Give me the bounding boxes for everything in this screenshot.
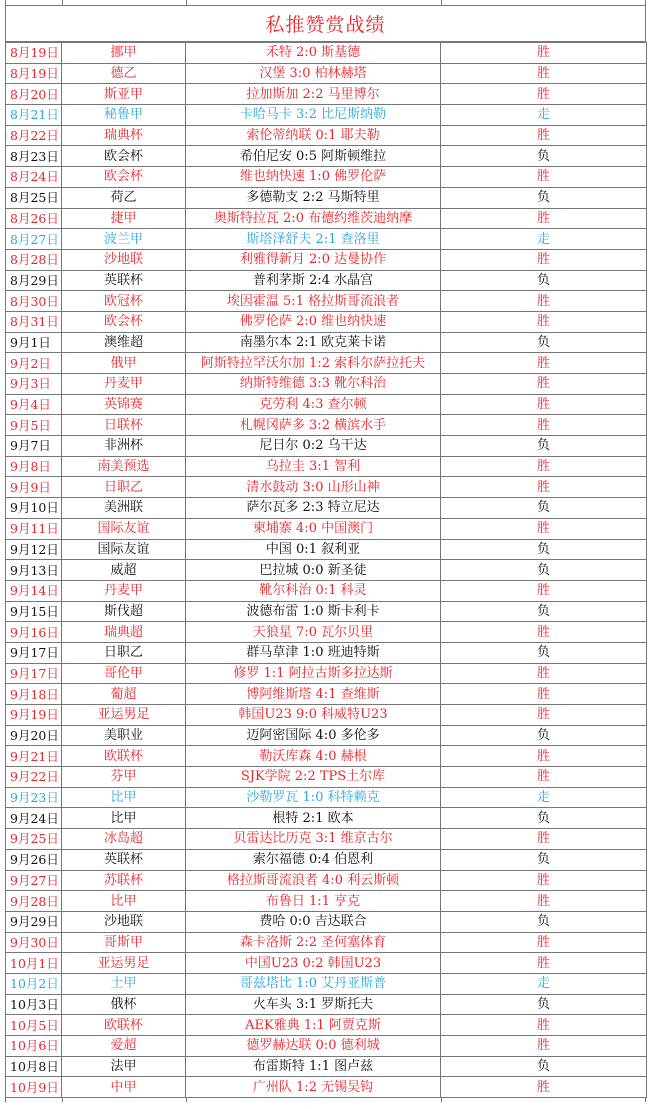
- result-cell: 胜: [441, 1015, 647, 1036]
- date-cell: 8月29日: [6, 270, 62, 291]
- result-row: [6, 311, 647, 332]
- league-cell: 斯伐超: [62, 601, 186, 622]
- match-cell: 中国 0:1 叙利亚: [186, 539, 441, 560]
- result-row: [6, 932, 647, 953]
- result-row: [6, 746, 647, 767]
- league-cell: 捷甲: [62, 208, 186, 229]
- result-cell: 负: [441, 187, 647, 208]
- result-row: [6, 642, 647, 663]
- match-cell: 普利茅斯 2:4 水晶宫: [186, 270, 441, 291]
- league-cell: 沙地联: [62, 911, 186, 932]
- league-cell: 欧会杯: [62, 167, 186, 188]
- match-cell: 韩国U23 9:0 科威特U23: [186, 705, 441, 726]
- result-cell: 负: [441, 270, 647, 291]
- league-cell: 哥伦甲: [62, 663, 186, 684]
- result-row: [6, 125, 647, 146]
- date-cell: 8月25日: [6, 187, 62, 208]
- league-cell: 欧会杯: [62, 146, 186, 167]
- result-row: [6, 601, 647, 622]
- date-cell: 9月17日: [6, 663, 62, 684]
- date-cell: 9月20日: [6, 725, 62, 746]
- match-cell: 阿斯特拉罕沃尔加 1:2 索科尔萨拉托夫: [186, 353, 441, 374]
- league-cell: 英联杯: [62, 849, 186, 870]
- league-cell: 英联杯: [62, 270, 186, 291]
- result-cell: 胜: [441, 311, 647, 332]
- match-cell: 柬埔寨 4:0 中国澳门: [186, 518, 441, 539]
- result-cell: 胜: [441, 746, 647, 767]
- league-cell: 瑞典杯: [62, 125, 186, 146]
- date-cell: 9月11日: [6, 518, 62, 539]
- match-cell: 靴尔科治 0:1 科灵: [186, 580, 441, 601]
- date-cell: 9月10日: [6, 498, 62, 519]
- match-cell: 希伯尼安 0:5 阿斯顿维拉: [186, 146, 441, 167]
- match-cell: 埃因霍温 5:1 格拉斯哥流浪者: [186, 291, 441, 312]
- match-cell: AEK雅典 1:1 阿贾克斯: [186, 1015, 441, 1036]
- result-cell: 胜: [441, 208, 647, 229]
- match-cell: 索伦蒂纳联 0:1 耶夫勒: [186, 125, 441, 146]
- date-cell: 10月1日: [6, 953, 62, 974]
- match-cell: 巴拉城 0:0 新圣徒: [186, 560, 441, 581]
- result-row: [6, 994, 647, 1015]
- match-cell: 广州队 1:2 无锡吴钩: [186, 1077, 441, 1098]
- result-cell: 胜: [441, 43, 647, 64]
- result-cell: 胜: [441, 477, 647, 498]
- result-cell: 胜: [441, 705, 647, 726]
- match-cell: 尼日尔 0:2 乌干达: [186, 436, 441, 457]
- date-cell: 9月15日: [6, 601, 62, 622]
- result-cell: 胜: [441, 84, 647, 105]
- match-cell: 索尔福德 0:4 伯恩利: [186, 849, 441, 870]
- result-row: [6, 808, 647, 829]
- result-row: [6, 539, 647, 560]
- result-cell: 负: [441, 994, 647, 1015]
- match-cell: 卡哈马卡 3:2 比尼斯纳勒: [186, 105, 441, 126]
- date-cell: 9月16日: [6, 622, 62, 643]
- result-row: [6, 84, 647, 105]
- match-cell: 布雷斯特 1:1 图卢兹: [186, 1056, 441, 1077]
- league-cell: 澳维超: [62, 332, 186, 353]
- result-row: [6, 870, 647, 891]
- date-cell: 9月4日: [6, 394, 62, 415]
- league-cell: 荷乙: [62, 187, 186, 208]
- date-cell: 9月23日: [6, 787, 62, 808]
- match-cell: SJK学院 2:2 TPS土尔库: [186, 767, 441, 788]
- date-cell: 8月28日: [6, 249, 62, 270]
- result-cell: 负: [441, 560, 647, 581]
- result-row: [6, 477, 647, 498]
- result-cell: 胜: [441, 374, 647, 395]
- date-cell: 9月18日: [6, 684, 62, 705]
- league-cell: 亚运男足: [62, 953, 186, 974]
- result-cell: 负: [441, 601, 647, 622]
- date-cell: 9月27日: [6, 870, 62, 891]
- date-cell: 8月19日: [6, 63, 62, 84]
- result-cell: 负: [441, 725, 647, 746]
- result-cell: 走: [441, 105, 647, 126]
- result-cell: 负: [441, 849, 647, 870]
- result-cell: 胜: [441, 394, 647, 415]
- result-cell: 胜: [441, 870, 647, 891]
- date-cell: 9月9日: [6, 477, 62, 498]
- league-cell: 亚运男足: [62, 705, 186, 726]
- result-cell: 胜: [441, 249, 647, 270]
- result-row: [6, 167, 647, 188]
- match-cell: 中国U23 0:2 韩国U23: [186, 953, 441, 974]
- league-cell: 葡超: [62, 684, 186, 705]
- league-cell: 非洲杯: [62, 436, 186, 457]
- date-cell: 10月8日: [6, 1056, 62, 1077]
- match-cell: 森卡洛斯 2:2 圣何塞体育: [186, 932, 441, 953]
- league-cell: 冰岛超: [62, 829, 186, 850]
- date-cell: 9月3日: [6, 374, 62, 395]
- match-cell: 乌拉圭 3:1 智利: [186, 456, 441, 477]
- date-cell: 9月22日: [6, 767, 62, 788]
- match-cell: 佛罗伦萨 2:0 维也纳快速: [186, 311, 441, 332]
- result-cell: 负: [441, 436, 647, 457]
- result-row: [6, 291, 647, 312]
- result-row: [6, 787, 647, 808]
- result-cell: 胜: [441, 1036, 647, 1057]
- result-cell: 胜: [441, 1077, 647, 1098]
- league-cell: 英锦赛: [62, 394, 186, 415]
- result-cell: 走: [441, 787, 647, 808]
- date-cell: 9月19日: [6, 705, 62, 726]
- result-row: [6, 911, 647, 932]
- result-row: [6, 436, 647, 457]
- date-cell: 10月3日: [6, 994, 62, 1015]
- date-cell: 8月21日: [6, 105, 62, 126]
- match-cell: 清水鼓动 3:0 山形山神: [186, 477, 441, 498]
- date-cell: 9月24日: [6, 808, 62, 829]
- league-cell: 法甲: [62, 1056, 186, 1077]
- league-cell: 国际友谊: [62, 539, 186, 560]
- result-row: [6, 456, 647, 477]
- league-cell: 日职乙: [62, 477, 186, 498]
- result-cell: 胜: [441, 580, 647, 601]
- match-cell: 哥兹塔比 1:0 艾丹亚斯普: [186, 973, 441, 994]
- league-cell: 欧会杯: [62, 311, 186, 332]
- match-cell: 沙勒罗瓦 1:0 科特赖克: [186, 787, 441, 808]
- result-cell: 负: [441, 146, 647, 167]
- league-cell: 美洲联: [62, 498, 186, 519]
- result-row: [6, 953, 647, 974]
- league-cell: 哥斯甲: [62, 932, 186, 953]
- result-cell: 负: [441, 808, 647, 829]
- league-cell: 中甲: [62, 1077, 186, 1098]
- date-cell: 9月30日: [6, 932, 62, 953]
- result-row: [6, 146, 647, 167]
- result-row: [6, 973, 647, 994]
- date-cell: 9月25日: [6, 829, 62, 850]
- match-cell: 修罗 1:1 阿拉古斯多拉达斯: [186, 663, 441, 684]
- league-cell: 日联杯: [62, 415, 186, 436]
- date-cell: 9月2日: [6, 353, 62, 374]
- result-row: [6, 1077, 647, 1098]
- date-cell: 8月24日: [6, 167, 62, 188]
- result-cell: 胜: [441, 291, 647, 312]
- result-row: [6, 705, 647, 726]
- league-cell: 比甲: [62, 808, 186, 829]
- result-row: [6, 829, 647, 850]
- result-cell: 胜: [441, 167, 647, 188]
- result-row: [6, 249, 647, 270]
- result-cell: 胜: [441, 63, 647, 84]
- league-cell: 欧联杯: [62, 1015, 186, 1036]
- date-cell: 8月20日: [6, 84, 62, 105]
- date-cell: 9月7日: [6, 436, 62, 457]
- result-row: [6, 374, 647, 395]
- match-cell: 萨尔瓦多 2:3 特立尼达: [186, 498, 441, 519]
- date-cell: 8月31日: [6, 311, 62, 332]
- result-row: [6, 684, 647, 705]
- result-row: [6, 105, 647, 126]
- result-row: [6, 270, 647, 291]
- match-cell: 奥斯特拉瓦 2:0 布德约维茨迪纳摩: [186, 208, 441, 229]
- result-row: [6, 580, 647, 601]
- result-row: [6, 394, 647, 415]
- league-cell: 俄甲: [62, 353, 186, 374]
- date-cell: 8月22日: [6, 125, 62, 146]
- match-cell: 火车头 3:1 罗斯托夫: [186, 994, 441, 1015]
- match-cell: 维也纳快速 1:0 佛罗伦萨: [186, 167, 441, 188]
- match-cell: 迈阿密国际 4:0 多伦多: [186, 725, 441, 746]
- result-row: [6, 63, 647, 84]
- date-cell: 9月1日: [6, 332, 62, 353]
- result-cell: 负: [441, 911, 647, 932]
- match-cell: 根特 2:1 欧本: [186, 808, 441, 829]
- league-cell: 秘鲁甲: [62, 105, 186, 126]
- match-cell: 克劳利 4:3 查尔顿: [186, 394, 441, 415]
- sheet-title: 私推赞赏战绩: [5, 5, 646, 42]
- date-cell: 9月29日: [6, 911, 62, 932]
- result-cell: 负: [441, 539, 647, 560]
- result-cell: 负: [441, 1056, 647, 1077]
- sheet-top-edge: [5, 0, 646, 5]
- league-cell: 丹麦甲: [62, 580, 186, 601]
- result-cell: 胜: [441, 663, 647, 684]
- result-cell: 胜: [441, 125, 647, 146]
- date-cell: 10月2日: [6, 973, 62, 994]
- result-cell: 走: [441, 229, 647, 250]
- date-cell: 9月8日: [6, 456, 62, 477]
- date-cell: 9月14日: [6, 580, 62, 601]
- date-cell: 8月30日: [6, 291, 62, 312]
- league-cell: 丹麦甲: [62, 374, 186, 395]
- date-cell: 10月5日: [6, 1015, 62, 1036]
- result-cell: 胜: [441, 684, 647, 705]
- results-table: [5, 42, 647, 1098]
- match-cell: 格拉斯哥流浪者 4:0 利云斯顿: [186, 870, 441, 891]
- result-cell: 负: [441, 332, 647, 353]
- results-table-body: [6, 43, 647, 1098]
- match-cell: 天狼星 7:0 瓦尔贝里: [186, 622, 441, 643]
- match-cell: 札幌冈萨多 3:2 横滨水手: [186, 415, 441, 436]
- result-row: [6, 208, 647, 229]
- date-cell: 8月26日: [6, 208, 62, 229]
- league-cell: 欧联杯: [62, 746, 186, 767]
- league-cell: 挪甲: [62, 43, 186, 64]
- result-row: [6, 415, 647, 436]
- result-row: [6, 43, 647, 64]
- league-cell: 威超: [62, 560, 186, 581]
- match-cell: 南墨尔本 2:1 欧克莱卡诺: [186, 332, 441, 353]
- result-cell: 负: [441, 498, 647, 519]
- match-cell: 拉加斯加 2:2 马里博尔: [186, 84, 441, 105]
- result-row: [6, 498, 647, 519]
- result-cell: 胜: [441, 622, 647, 643]
- league-cell: 南美预选: [62, 456, 186, 477]
- league-cell: 俄杯: [62, 994, 186, 1015]
- result-cell: 胜: [441, 415, 647, 436]
- match-cell: 勒沃库森 4:0 赫根: [186, 746, 441, 767]
- result-cell: 胜: [441, 829, 647, 850]
- result-row: [6, 1056, 647, 1077]
- league-cell: 苏联杯: [62, 870, 186, 891]
- date-cell: 9月26日: [6, 849, 62, 870]
- result-row: [6, 622, 647, 643]
- match-cell: 多德勒支 2:2 马斯特里: [186, 187, 441, 208]
- result-cell: 胜: [441, 953, 647, 974]
- league-cell: 比甲: [62, 787, 186, 808]
- result-cell: 走: [441, 973, 647, 994]
- result-row: [6, 1036, 647, 1057]
- league-cell: 波兰甲: [62, 229, 186, 250]
- result-cell: 胜: [441, 767, 647, 788]
- match-cell: 纳斯特维德 3:3 靴尔科治: [186, 374, 441, 395]
- result-cell: 负: [441, 642, 647, 663]
- match-cell: 德罗赫达联 0:0 德利城: [186, 1036, 441, 1057]
- result-row: [6, 229, 647, 250]
- result-row: [6, 187, 647, 208]
- date-cell: 9月28日: [6, 891, 62, 912]
- match-cell: 汉堡 3:0 柏林赫塔: [186, 63, 441, 84]
- date-cell: 10月6日: [6, 1036, 62, 1057]
- match-cell: 禾特 2:0 斯基德: [186, 43, 441, 64]
- match-cell: 博阿维斯塔 4:1 查维斯: [186, 684, 441, 705]
- league-cell: 日职乙: [62, 642, 186, 663]
- date-cell: 9月21日: [6, 746, 62, 767]
- result-row: [6, 518, 647, 539]
- league-cell: 芬甲: [62, 767, 186, 788]
- result-row: [6, 353, 647, 374]
- result-row: [6, 891, 647, 912]
- date-cell: 8月23日: [6, 146, 62, 167]
- result-cell: 胜: [441, 518, 647, 539]
- league-cell: 比甲: [62, 891, 186, 912]
- league-cell: 斯亚甲: [62, 84, 186, 105]
- sheet-bottom-edge: [5, 1098, 646, 1102]
- match-cell: 利雅得新月 2:0 达曼协作: [186, 249, 441, 270]
- result-row: [6, 849, 647, 870]
- result-row: [6, 663, 647, 684]
- date-cell: 9月5日: [6, 415, 62, 436]
- date-cell: 9月12日: [6, 539, 62, 560]
- result-cell: 胜: [441, 456, 647, 477]
- result-row: [6, 560, 647, 581]
- date-cell: 9月17日: [6, 642, 62, 663]
- result-cell: 胜: [441, 932, 647, 953]
- match-cell: 斯塔泽舒夫 2:1 查洛里: [186, 229, 441, 250]
- league-cell: 瑞典超: [62, 622, 186, 643]
- date-cell: 9月13日: [6, 560, 62, 581]
- result-row: [6, 1015, 647, 1036]
- result-row: [6, 332, 647, 353]
- date-cell: 8月27日: [6, 229, 62, 250]
- results-sheet: [5, 0, 646, 1102]
- league-cell: 爱超: [62, 1036, 186, 1057]
- league-cell: 德乙: [62, 63, 186, 84]
- league-cell: 土甲: [62, 973, 186, 994]
- league-cell: 沙地联: [62, 249, 186, 270]
- result-cell: 胜: [441, 353, 647, 374]
- league-cell: 美职业: [62, 725, 186, 746]
- match-cell: 波德布雷 1:0 斯卡利卡: [186, 601, 441, 622]
- result-row: [6, 767, 647, 788]
- date-cell: 10月9日: [6, 1077, 62, 1098]
- result-cell: 胜: [441, 891, 647, 912]
- match-cell: 费哈 0:0 吉达联合: [186, 911, 441, 932]
- match-cell: 贝雷达比历克 3:1 维京古尔: [186, 829, 441, 850]
- match-cell: 群马草津 1:0 班迪特斯: [186, 642, 441, 663]
- league-cell: 国际友谊: [62, 518, 186, 539]
- result-row: [6, 725, 647, 746]
- league-cell: 欧冠杯: [62, 291, 186, 312]
- date-cell: 8月19日: [6, 43, 62, 64]
- match-cell: 布鲁日 1:1 亨克: [186, 891, 441, 912]
